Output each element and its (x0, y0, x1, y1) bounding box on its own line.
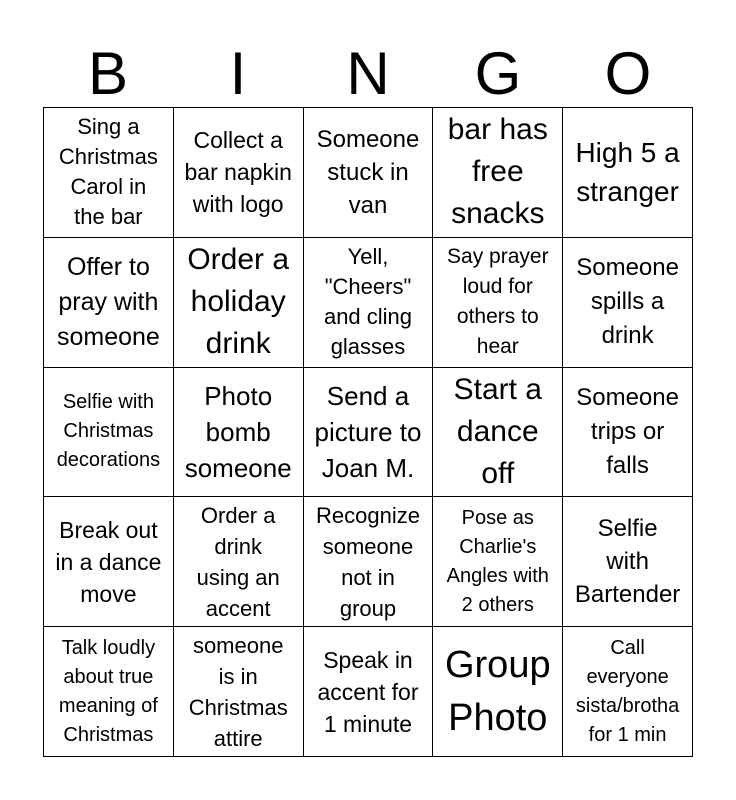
bingo-cell[interactable] (304, 627, 434, 757)
bingo-cell-text: Selfie with Christmas decorations (56, 391, 161, 472)
bingo-cell[interactable] (304, 108, 434, 238)
bingo-cell-text: Pose as Charlie's Angles with 2 others (446, 506, 549, 616)
bingo-cell-text: High 5 a stranger (575, 137, 680, 208)
bingo-cell[interactable] (174, 368, 304, 498)
bingo-cell[interactable] (174, 497, 304, 627)
bingo-cell[interactable] (563, 238, 693, 368)
bingo-cell-text: Say prayer loud for others to hear (447, 245, 549, 359)
bingo-cell-text: Call everyone sista/brotha for 1 min (575, 636, 680, 746)
bingo-cell[interactable] (44, 238, 174, 368)
bingo-cell[interactable] (304, 497, 434, 627)
bingo-header (43, 40, 693, 108)
bingo-cell-text: Offer to pray with someone (56, 252, 160, 351)
bingo-cell-text: Start a dance off (453, 372, 542, 490)
header-letter-o: O (604, 40, 652, 107)
bingo-cell-text: Selfie with Bartender (574, 515, 681, 609)
header-letter-b: B (87, 40, 129, 107)
bingo-cell-text: Collect a bar napkin with logo (184, 127, 292, 218)
bingo-cell-text: Recognize someone not in group (316, 502, 420, 621)
bingo-cell-text: Group Photo (444, 643, 551, 739)
bingo-cell-text: Speak in accent for 1 minute (317, 646, 419, 737)
bingo-cell[interactable] (433, 497, 563, 627)
bingo-cell-text: Sing a Christmas Carol in the bar (58, 114, 158, 230)
bingo-cell-text: Break out in a dance move (55, 516, 162, 607)
bingo-cell[interactable] (563, 627, 693, 757)
bingo-cell-text: Yell, "Cheers" and cling glasses (323, 244, 413, 360)
header-letter-i: I (229, 40, 247, 107)
bingo-cell[interactable] (563, 497, 693, 627)
bingo-cell[interactable] (433, 238, 563, 368)
bingo-cell-text: Someone trips or falls (576, 383, 679, 479)
bingo-cell[interactable] (433, 627, 563, 757)
header-letter-g: G (474, 40, 522, 107)
bingo-cell-text: Order a holiday drink (187, 243, 290, 361)
bingo-cell[interactable] (44, 368, 174, 498)
bingo-cell-text: bar has free snacks (447, 113, 548, 231)
bingo-cell-text: Photo bomb someone (184, 380, 292, 483)
bingo-cell[interactable] (563, 368, 693, 498)
bingo-cell-text: someone is in Christmas attire (188, 632, 288, 751)
bingo-cell[interactable] (174, 238, 304, 368)
bingo-cell[interactable] (174, 108, 304, 238)
bingo-cell[interactable] (44, 108, 174, 238)
bingo-cell[interactable] (44, 627, 174, 757)
bingo-cell[interactable] (44, 497, 174, 627)
bingo-cell[interactable] (563, 108, 693, 238)
bingo-cell-text: Someone stuck in van (316, 125, 420, 219)
bingo-cell-text: Someone spills a drink (576, 254, 679, 350)
bingo-cell-text: Talk loudly about true meaning of Christmas (58, 636, 158, 746)
bingo-cell-text: Send a picture to Joan M. (314, 380, 422, 483)
bingo-cell-text: Order a drink using an accent (196, 502, 280, 621)
bingo-cell[interactable] (433, 368, 563, 498)
header-letter-n: N (346, 40, 390, 107)
bingo-cell[interactable] (433, 108, 563, 238)
bingo-cell[interactable] (304, 238, 434, 368)
bingo-board (43, 107, 693, 757)
bingo-cell[interactable] (304, 368, 434, 498)
bingo-cell[interactable] (174, 627, 304, 757)
